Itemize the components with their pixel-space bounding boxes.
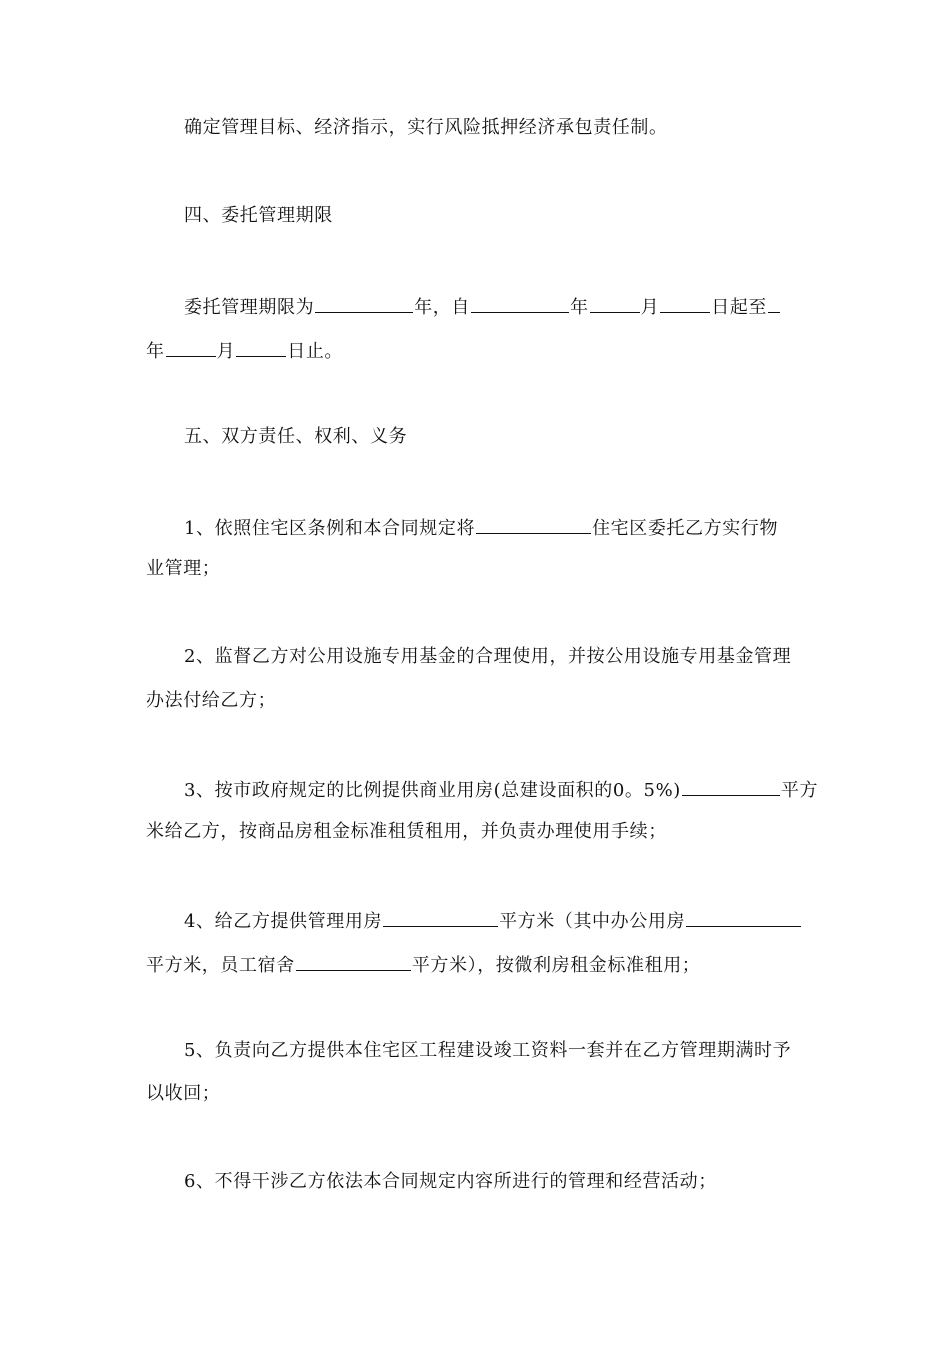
term-line-1: 委托管理期限为 年，自 年 月 日起至 xyxy=(184,294,781,319)
item-2-line-1: 2、监督乙方对公用设施专用基金的合理使用，并按公用设施专用基金管理 xyxy=(184,646,792,667)
item-5-line-2: 以收回； xyxy=(146,1083,221,1104)
paragraph-management-goals: 确定管理目标、经济指示，实行风险抵押经济承包责任制。 xyxy=(184,117,668,138)
term-years-blank[interactable] xyxy=(315,294,413,313)
item-3-line-2: 米给乙方，按商品房租金标准租赁租用，并负责办理使用手续； xyxy=(146,821,667,842)
section-heading-duties: 五、双方责任、权利、义务 xyxy=(184,426,408,447)
item-1-line-2: 业管理； xyxy=(146,558,221,579)
section-heading-term: 四、委托管理期限 xyxy=(184,205,333,226)
office-area-blank[interactable] xyxy=(686,908,801,927)
commercial-area-blank[interactable] xyxy=(682,777,780,796)
item-6: 6、不得干涉乙方依法本合同规定内容所进行的管理和经营活动； xyxy=(184,1171,717,1192)
item-1-line-1: 1、依照住宅区条例和本合同规定将 住宅区委托乙方实行物 xyxy=(184,515,778,540)
item-4-line-1: 4、给乙方提供管理用房 平方米（其中办公用房 xyxy=(184,908,802,933)
item-5-line-1: 5、负责向乙方提供本住宅区工程建设竣工资料一套并在乙方管理期满时予 xyxy=(184,1040,792,1061)
end-month-blank[interactable] xyxy=(166,338,216,357)
management-room-area-blank[interactable] xyxy=(383,908,498,927)
item-4-line-2: 平方米，员工宿舍 平方米），按微利房租金标准租用； xyxy=(146,952,700,977)
term-line-2: 年 月 日止。 xyxy=(146,338,343,363)
start-day-blank[interactable] xyxy=(660,294,710,313)
residential-area-blank[interactable] xyxy=(476,515,591,534)
item-2-line-2: 办法付给乙方； xyxy=(146,690,277,711)
end-year-blank[interactable] xyxy=(768,294,780,313)
start-month-blank[interactable] xyxy=(590,294,640,313)
dormitory-area-blank[interactable] xyxy=(296,952,411,971)
end-day-blank[interactable] xyxy=(236,338,286,357)
start-year-blank[interactable] xyxy=(471,294,569,313)
item-3-line-1: 3、按市政府规定的比例提供商业用房(总建设面积的0。5%) 平方 xyxy=(184,777,818,802)
